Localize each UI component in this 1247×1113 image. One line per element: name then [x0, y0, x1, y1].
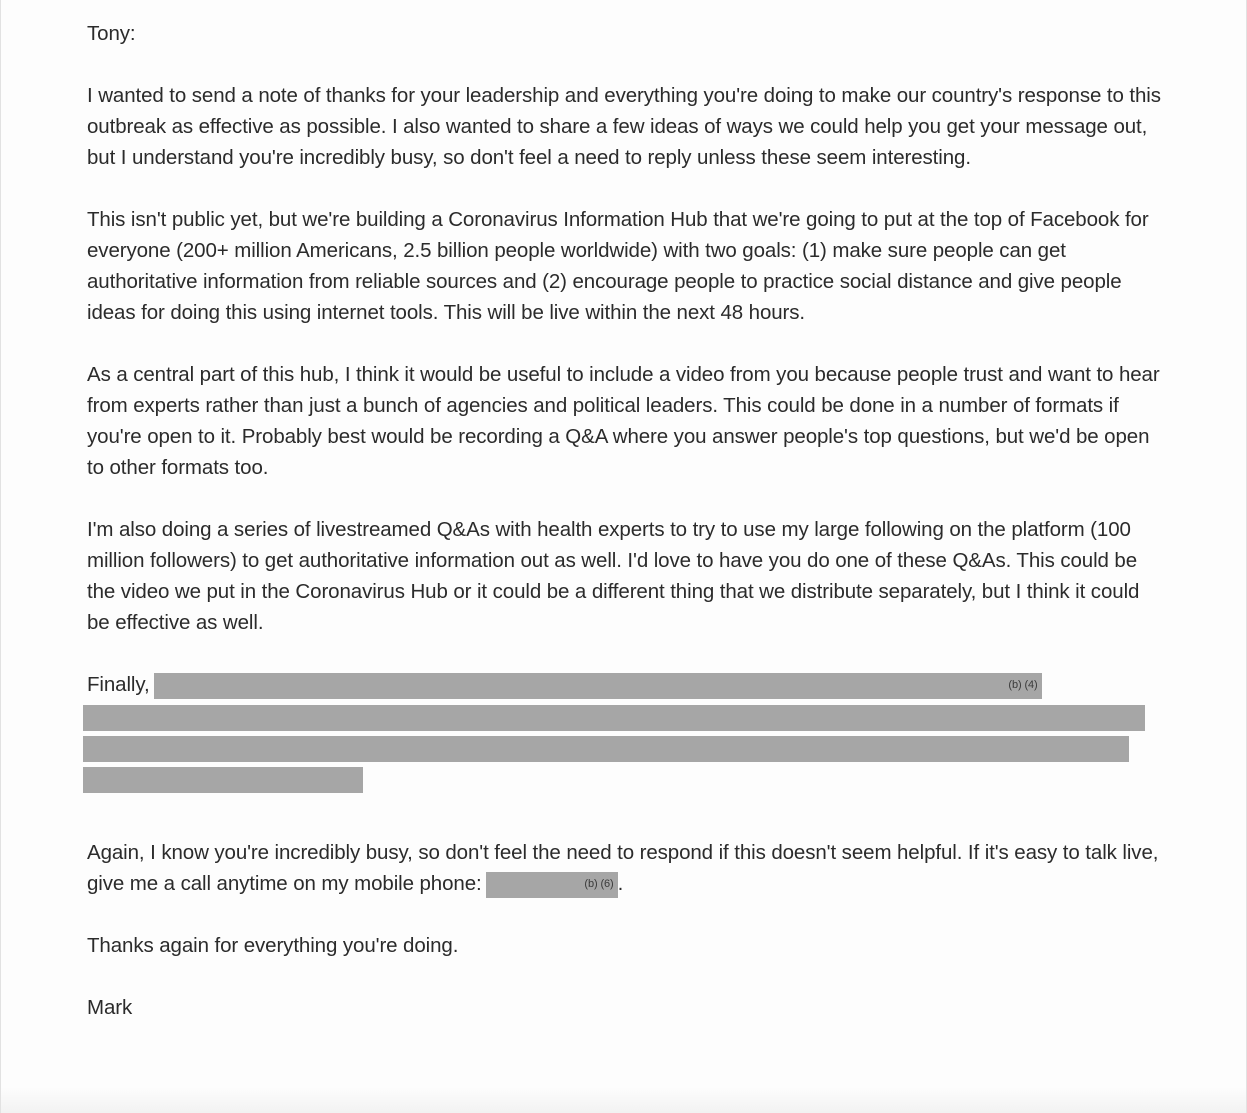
letter-greeting: Tony:: [87, 22, 136, 45]
paragraph-info-hub: This isn't public yet, but we're building a Coronavirus Information Hub that we're going to put at the top of Facebook for everyone (200+ million Americans, 2.5 billion people worldwide) with two goals: (1) make sure people can get authoritative information from reliable sources and (2) encourage people to practice social distance and give people ideas for doing this using internet tools. This will be live within the next 48 hours.: [87, 208, 1149, 324]
redaction-code: (b) (4): [1008, 678, 1038, 691]
paragraph-finally-redacted: [87, 669, 1167, 793]
redaction-bar: [154, 673, 1042, 699]
letter-body: [87, 18, 1167, 1023]
finally-label: Finally,: [87, 673, 150, 696]
paragraph-thanks: I wanted to send a note of thanks for your leadership and everything you're doing to make our country's response to this outbreak as effective as possible. I also wanted to share a few ideas of ways we could help you get your message out, but I understand you're incredibly busy, so don't feel a need to reply unless these seem interesting.: [87, 84, 1161, 169]
closing-thanks: Thanks again for everything you're doing.: [87, 934, 459, 957]
again-text: Again, I know you're incredibly busy, so don't feel the need to respond if this doesn't seem helpful. If it's easy to talk live, give me a call anytime on my mobile phone:: [87, 841, 1159, 895]
redaction-code: (b) (6): [584, 877, 614, 890]
redaction-bar: [83, 736, 1129, 762]
signature: Mark: [87, 996, 133, 1019]
paragraph-video-request: As a central part of this hub, I think it would be useful to include a video from you because people trust and want to hear from experts rather than just a bunch of agencies and political leaders. This could be done in a number of formats if you're open to it. Probably best would be recording a Q&A where you answer people's top questions, but we'd be open to other formats too.: [87, 363, 1160, 479]
page-bottom-edge: [1, 1087, 1246, 1113]
redaction-bar: [83, 767, 363, 793]
again-end: .: [617, 872, 624, 895]
paragraph-again: [87, 837, 1167, 899]
redaction-bar: [83, 705, 1145, 731]
redaction-bar-phone: [486, 872, 618, 898]
paragraph-livestream: I'm also doing a series of livestreamed Q&As with health experts to try to use my large following on the platform (100 million followers) to get authoritative information out as well. I'd love to have you do one of these Q&As. This could be the video we put in the Coronavirus Hub or it could be a different thing that we distribute separately, but I think it could be effective as well.: [87, 518, 1140, 634]
